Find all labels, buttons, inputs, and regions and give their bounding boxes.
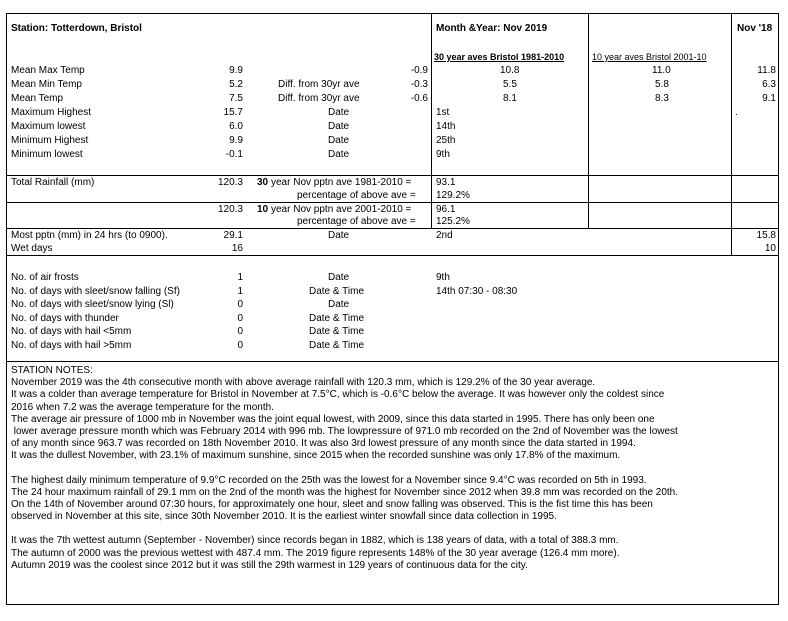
- count-date-label: Date & Time: [309, 313, 365, 324]
- note-line: The average air pressure of 1000 mb in November was the joint equal lowest, with 2009, since this data started in 1995. There has only been one: [11, 413, 655, 425]
- divider-pptn-top: [6, 228, 779, 229]
- temp-ave30: 10.8: [500, 65, 520, 76]
- note-line: It was the 7th wettest autumn (September - November) since records began in 1882, which is 138 years of data, with a total of 388.3 mm.: [11, 535, 619, 547]
- ave10-header: 10 year aves Bristol 2001-10: [592, 52, 707, 62]
- extreme-date: 1st: [436, 107, 450, 118]
- divider-notes-top: [6, 361, 779, 362]
- temp-diff-note: Diff. from 30yr ave: [278, 79, 360, 90]
- dot-mark: .: [735, 107, 738, 118]
- rainfall-ave10-label: year Nov pptn ave 2001-2010 =: [271, 204, 412, 215]
- temp-label: Mean Min Temp: [11, 79, 82, 90]
- temp-value: 5.2: [229, 79, 243, 90]
- extreme-date-label: Date: [328, 149, 350, 160]
- temp-diff: -0.9: [410, 65, 428, 76]
- temp-ave30: 5.5: [503, 79, 517, 90]
- temp-label: Mean Temp: [11, 93, 64, 104]
- rainfall-value-2: 120.3: [217, 204, 243, 215]
- note-line: lower average pressure month which was February 2014 with 996 mb. The lowpressure of 971.0 mb recorded on the 2nd of November was the lowest: [11, 426, 678, 438]
- temp-diff: -0.3: [410, 79, 428, 90]
- rainfall-ave10-value: 96.1: [436, 204, 456, 215]
- extreme-label: Minimum Highest: [11, 135, 89, 146]
- most-pptn-prev: 15.8: [756, 230, 776, 241]
- count-label: No. of days with sleet/snow lying (Sl): [11, 299, 174, 310]
- divider-10yr-col: [588, 13, 589, 228]
- note-line: The highest daily minimum temperature of 9.9°C recorded on the 25th was the lowest for a November since 9.4°C was recorded on 5th in 1993.: [11, 474, 647, 486]
- rainfall-pct10: 125.2%: [436, 216, 470, 227]
- count-label: No. of days with hail >5mm: [11, 340, 132, 351]
- extreme-date: 9th: [436, 149, 450, 160]
- extreme-date: 14th: [436, 121, 456, 132]
- temp-ave10: 5.8: [655, 79, 669, 90]
- extreme-value: 9.9: [229, 135, 243, 146]
- count-value: 1: [237, 272, 243, 283]
- count-label: No. of air frosts: [11, 272, 79, 283]
- divider-prev-col: [731, 13, 732, 255]
- most-pptn-label: Most pptn (mm) in 24 hrs (to 0900).: [11, 230, 168, 241]
- note-line: of any month since 963.7 was recorded on 18th November 2010. It was also 3rd lowest pressure of any month since the data started in 1994.: [11, 438, 636, 450]
- count-date: 9th: [436, 272, 450, 283]
- extreme-date-label: Date: [328, 121, 350, 132]
- count-value: 0: [237, 299, 243, 310]
- ave30-header: 30 year aves Bristol 1981-2010: [434, 52, 565, 62]
- rainfall-pct30: 129.2%: [436, 190, 470, 201]
- temp-diff: -0.6: [410, 93, 428, 104]
- paragraph-gap: [11, 523, 775, 535]
- count-date-label: Date & Time: [309, 326, 365, 337]
- count-value: 0: [237, 313, 243, 324]
- divider-rain-top: [6, 175, 779, 176]
- temp-prev: 11.8: [757, 65, 776, 76]
- prev-year-header: Nov '18: [737, 23, 773, 34]
- temp-label: Mean Max Temp: [11, 65, 85, 76]
- most-pptn-date-label: Date: [328, 230, 350, 241]
- note-line: observed in November at this site, since 30th November 2010. It is the earliest winter snowfall since data collection in 1995.: [11, 511, 557, 523]
- temp-diff-note: Diff. from 30yr ave: [278, 93, 360, 104]
- note-line: Autumn 2019 was the coolest since 2012 but it was still the 29th warmest in 129 years of continuous data for the city.: [11, 559, 528, 571]
- most-pptn-value: 29.1: [223, 230, 243, 241]
- rainfall-ave30-label: year Nov pptn ave 1981-2010 =: [271, 177, 412, 188]
- note-line: On the 14th of November around 07:30 hours, for approximately one hour, sleet and snow falling was observed. This is the fist time this has been: [11, 499, 653, 511]
- most-pptn-date: 2nd: [436, 230, 453, 241]
- extreme-value: -0.1: [225, 149, 243, 160]
- station-notes: [11, 365, 775, 572]
- temp-prev: 6.3: [762, 79, 776, 90]
- count-date-label: Date: [328, 299, 350, 310]
- rainfall-pct10-label: percentage of above ave =: [297, 216, 416, 227]
- wet-days-value: 16: [231, 243, 243, 254]
- count-value: 0: [237, 326, 243, 337]
- rainfall-ave30-bold: 30: [257, 177, 269, 188]
- extreme-date-label: Date: [328, 107, 350, 118]
- note-line: It was a colder than average temperature for Bristol in November at 7.5°C, which is -0.6°C below the average. It was however only the coldest since: [11, 389, 665, 401]
- extreme-date: 25th: [436, 135, 456, 146]
- temp-prev: 9.1: [762, 93, 776, 104]
- count-label: No. of days with thunder: [11, 313, 119, 324]
- wet-days-label: Wet days: [11, 243, 53, 254]
- note-line: November 2019 was the 4th consecutive month with above average rainfall with 120.3 mm, which is 129.2% of the 30 year average.: [11, 377, 596, 389]
- temp-ave30: 8.1: [503, 93, 517, 104]
- extreme-value: 6.0: [229, 121, 243, 132]
- divider-rain-mid: [6, 202, 779, 203]
- count-label: No. of days with sleet/snow falling (Sf): [11, 286, 180, 297]
- note-line: The autumn of 2000 was the previous wettest with 487.4 mm. The 2019 figure represents 148% of the 30 year average (126.4 mm more).: [11, 547, 620, 559]
- rainfall-ave30-value: 93.1: [436, 177, 456, 188]
- temp-value: 9.9: [229, 65, 243, 76]
- wet-days-prev: 10: [764, 243, 776, 254]
- note-line: The 24 hour maximum rainfall of 29.1 mm on the 2nd of the month was the highest for November since 2012 when 39.8 mm was recorded on the 20th.: [11, 486, 679, 498]
- rainfall-pct30-label: percentage of above ave =: [297, 190, 416, 201]
- count-date-label: Date: [328, 272, 350, 283]
- count-date: 14th 07:30 - 08:30: [436, 286, 518, 297]
- note-line: It was the dullest November, with 23.1% of maximum sunshine, since 2015 when the recorded sunshine was only 17.8% of the maximum.: [11, 450, 621, 462]
- rainfall-ave10-bold: 10: [257, 204, 269, 215]
- extreme-label: Minimum lowest: [11, 149, 83, 160]
- divider-counts-top: [6, 255, 779, 256]
- count-value: 1: [237, 286, 243, 297]
- paragraph-gap: [11, 463, 775, 475]
- count-date-label: Date & Time: [309, 340, 365, 351]
- rainfall-value: 120.3: [217, 177, 243, 188]
- divider-month-col: [431, 13, 432, 228]
- count-value: 0: [237, 340, 243, 351]
- temp-ave10: 11.0: [652, 65, 671, 76]
- month-year-title: Month &Year: Nov 2019: [436, 23, 548, 34]
- note-line: 2016 when 7.2 was the average temperature for the month.: [11, 401, 274, 413]
- temp-value: 7.5: [229, 93, 243, 104]
- extreme-date-label: Date: [328, 135, 350, 146]
- notes-heading: STATION NOTES:: [11, 365, 93, 376]
- rainfall-label: Total Rainfall (mm): [11, 177, 95, 188]
- temp-ave10: 8.3: [655, 93, 669, 104]
- count-label: No. of days with hail <5mm: [11, 326, 132, 337]
- extreme-value: 15.7: [223, 107, 243, 118]
- extreme-label: Maximum Highest: [11, 107, 92, 118]
- station-title: Station: Totterdown, Bristol: [11, 23, 142, 34]
- extreme-label: Maximum lowest: [11, 121, 86, 132]
- count-date-label: Date & Time: [309, 286, 365, 297]
